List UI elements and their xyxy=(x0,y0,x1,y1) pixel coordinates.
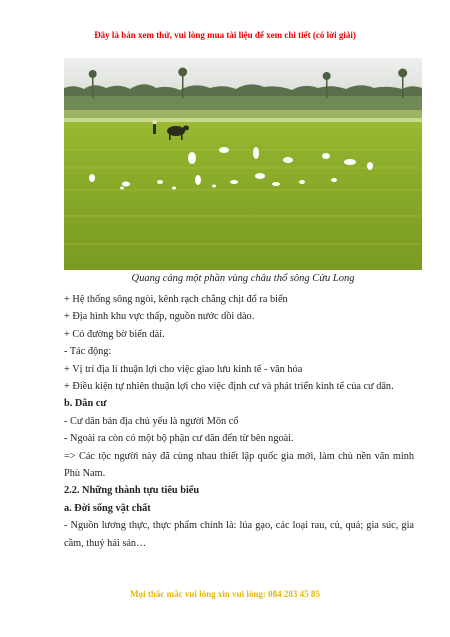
rice-field-photo xyxy=(64,58,422,270)
subsection-heading: a. Đời sống vật chất xyxy=(64,502,151,514)
document-body xyxy=(64,291,414,552)
text-line: - Cư dân bản địa chủ yếu là người Môn cổ xyxy=(64,415,239,427)
preview-banner: Đây là bản xem thử, vui lòng mua tài liệu để xem chi tiết (có lời giải) xyxy=(94,30,356,40)
text-line: + Vị trí địa lí thuận lợi cho việc giao lưu kinh tế - văn hóa xyxy=(64,363,303,375)
text-line: + Địa hình khu vực thấp, nguồn nước dồi dào. xyxy=(64,311,255,323)
text-paragraph: - Nguồn lương thực, thực phẩm chính là: lúa gạo, các loại rau, củ, quả; gia súc, gia cầm, thuỷ hải sản… xyxy=(64,520,414,549)
text-line: - Ngoài ra còn có một bộ phận cư dân đến từ bên ngoài. xyxy=(64,433,294,445)
text-line: + Có đường bờ biển dài. xyxy=(64,328,165,340)
text-paragraph: => Các tộc người này đã cùng nhau thiết lập quốc gia mới, làm chủ nền văn minh Phù Nam. xyxy=(64,450,414,480)
section-heading: b. Dân cư xyxy=(64,398,107,410)
photo-caption: Quang cảng một phần vùng châu thổ sông Cửu Long xyxy=(131,273,355,284)
section-heading: 2.2. Những thành tựu tiêu biểu xyxy=(64,485,200,497)
text-line: - Tác động: xyxy=(64,346,112,358)
text-line: + Hệ thống sông ngòi, kênh rạch chằng chịt đổ ra biển xyxy=(64,294,288,305)
text-paragraph: + Điều kiện tự nhiên thuận lợi cho việc định cư và phát triển kinh tế của cư dân. xyxy=(64,381,394,393)
contact-banner: Mọi thắc mắc vui lòng xin vui lòng: 084 283 45 85 xyxy=(130,589,320,599)
